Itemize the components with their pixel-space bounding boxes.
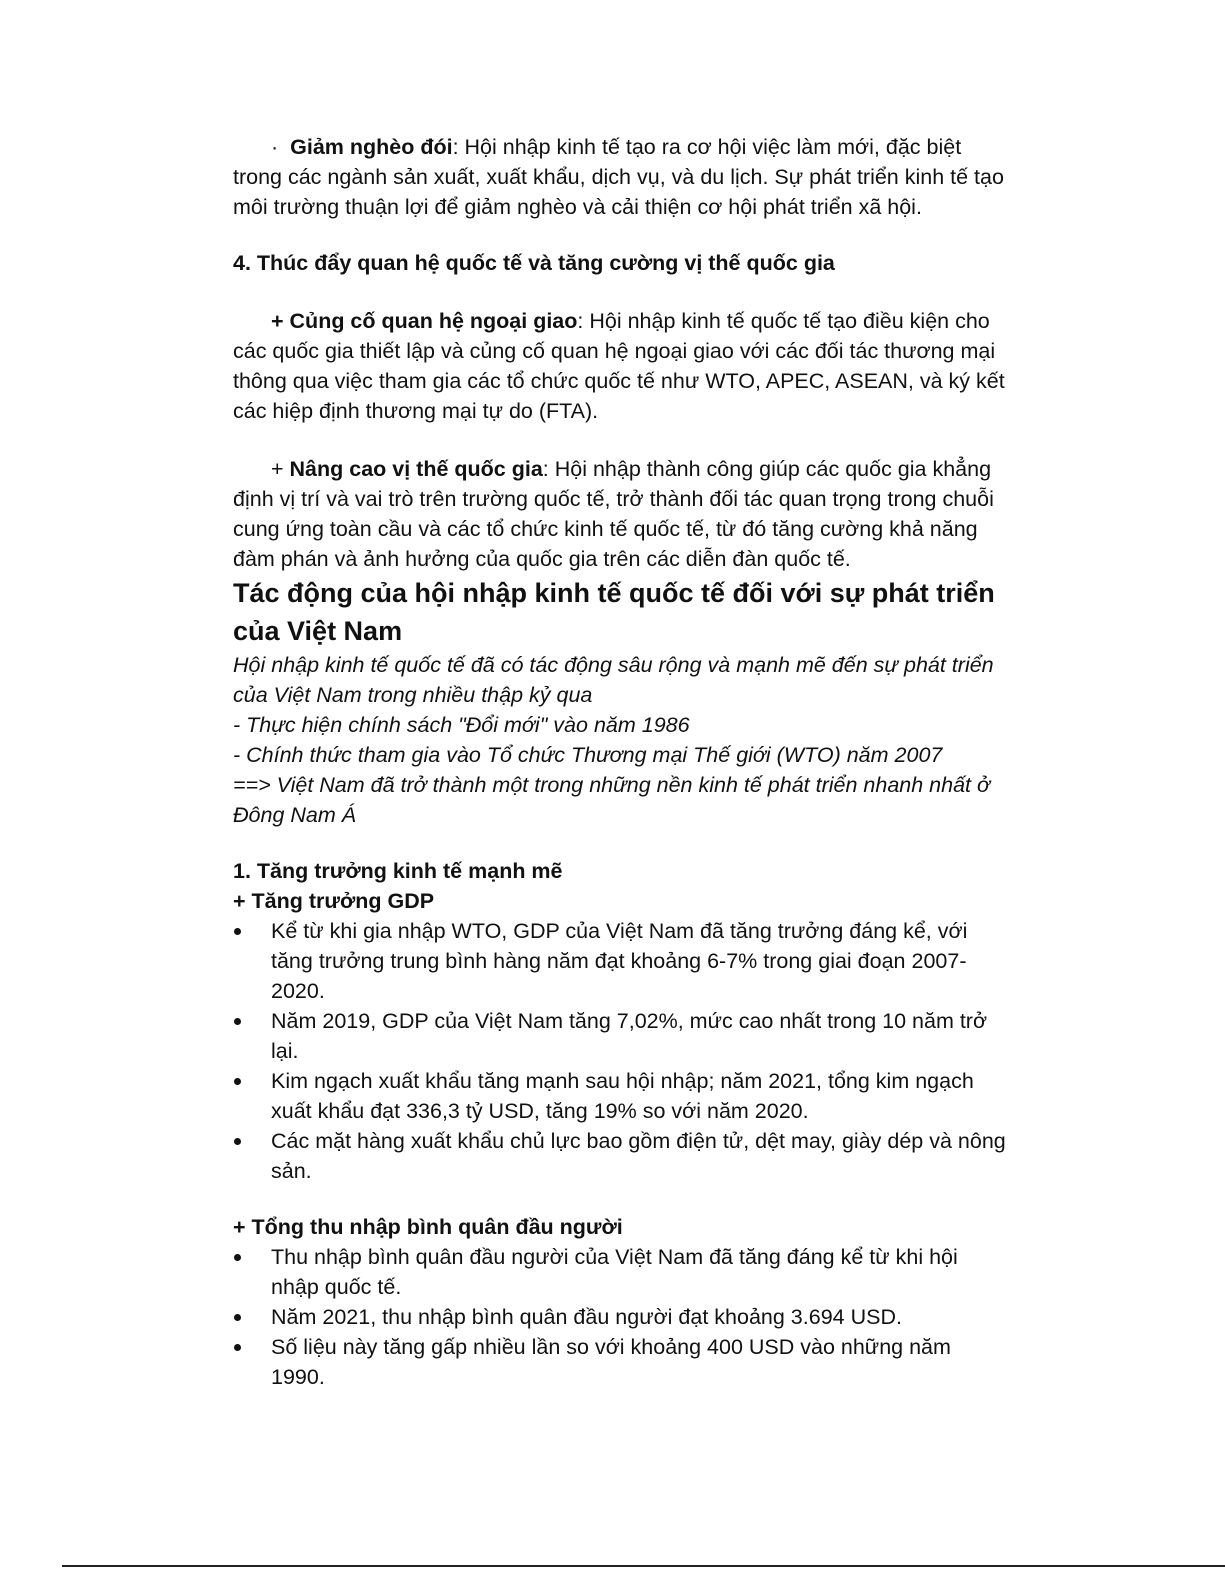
term-diplomatic-relations: + Củng cố quan hệ ngoại giao (271, 309, 578, 333)
income-subtitle: + Tổng thu nhập bình quân đầu người (233, 1215, 623, 1239)
page-bottom-border (62, 1565, 1225, 1567)
bullet-dot (234, 1344, 241, 1351)
list-item (233, 1126, 1008, 1186)
list-item (233, 1242, 1008, 1302)
intro-block (233, 650, 1008, 830)
list-item-text: Năm 2019, GDP của Việt Nam tăng 7,02%, mức cao nhất trong 10 năm trở lại. (271, 1009, 988, 1063)
gdp-subtitle: + Tăng trưởng GDP (233, 889, 435, 913)
bullet-dot (234, 1254, 241, 1261)
list-item (233, 1332, 1008, 1392)
text-diplomatic-relations: : Hội nhập kinh tế quốc tế tạo điều kiện cho các quốc gia thiết lập và củng cố quan hệ ngoại giao với các đối tác thương mại thông qua việc tham gia các tổ chức quốc tế như WTO, APEC, ASEAN, và ký kết các hiệp định thương mại tự do (FTA). (233, 309, 1005, 423)
income-bullet-list (233, 1242, 1008, 1392)
text-national-position: : Hội nhập thành công giúp các quốc gia khẳng định vị trí và vai trò trên trường quốc tế, trở thành đối tác quan trọng trong chuỗi cung ứng toàn cầu và các tổ chức kinh tế quốc tế, từ đó tăng cường khả năng đàm phán và ảnh hưởng của quốc gia trên các diễn đàn quốc tế. (233, 457, 994, 571)
list-item-text: Kim ngạch xuất khẩu tăng mạnh sau hội nhập; năm 2021, tổng kim ngạch xuất khẩu đạt 336,3 tỷ USD, tăng 19% so với năm 2020. (271, 1069, 974, 1123)
section-1-title: 1. Tăng trưởng kinh tế mạnh mẽ (233, 859, 563, 883)
list-item (233, 1302, 1008, 1332)
paragraph-diplomatic-relations (233, 306, 1008, 426)
bullet-dot (234, 1078, 241, 1085)
list-item (233, 1066, 1008, 1126)
list-item (233, 1006, 1008, 1066)
paragraph-poverty-reduction (233, 132, 1008, 222)
list-item-text: Năm 2021, thu nhập bình quân đầu người đạt khoảng 3.694 USD. (271, 1305, 902, 1329)
list-item-text: Kể từ khi gia nhập WTO, GDP của Việt Nam đã tăng trưởng đáng kể, với tăng trưởng trung bình hàng năm đạt khoảng 6-7% trong giai đoạn 2007-2020. (271, 919, 968, 1003)
term-poverty-reduction: Giảm nghèo đói (290, 135, 453, 159)
paragraph-national-position (233, 454, 1008, 574)
bullet-dot (234, 1018, 241, 1025)
bullet-marker: · (271, 135, 279, 159)
term-national-position: Nâng cao vị thế quốc gia (289, 457, 543, 481)
document-page (233, 132, 1008, 1392)
main-heading: Tác động của hội nhập kinh tế quốc tế đối với sự phát triển của Việt Nam (233, 578, 995, 646)
list-item (233, 916, 1008, 1006)
list-item-text: Các mặt hàng xuất khẩu chủ lực bao gồm điện tử, dệt may, giày dép và nông sản. (271, 1129, 1006, 1183)
gdp-bullet-list (233, 916, 1008, 1186)
bullet-dot (234, 1314, 241, 1321)
bullet-dot (234, 1138, 241, 1145)
intro-line: Hội nhập kinh tế quốc tế đã có tác động sâu rộng và mạnh mẽ đến sự phát triển của Việt Nam trong nhiều thập kỷ qua (233, 653, 994, 707)
prefix-national-position: + (271, 457, 290, 481)
text-poverty-reduction: : Hội nhập kinh tế tạo ra cơ hội việc làm mới, đặc biệt trong các ngành sản xuất, xuất khẩu, dịch vụ, và du lịch. Sự phát triển kinh tế tạo môi trường thuận lợi để giảm nghèo và cải thiện cơ hội phát triển xã hội. (233, 135, 1004, 219)
bullet-dot (234, 928, 241, 935)
list-item-text: Số liệu này tăng gấp nhiều lần so với khoảng 400 USD vào những năm 1990. (271, 1335, 951, 1389)
intro-line: - Chính thức tham gia vào Tổ chức Thương mại Thế giới (WTO) năm 2007 (233, 743, 943, 767)
intro-line: ==> Việt Nam đã trở thành một trong những nền kinh tế phát triển nhanh nhất ở Đông Nam Á (233, 773, 990, 827)
section-4-title: 4. Thúc đẩy quan hệ quốc tế và tăng cường vị thế quốc gia (233, 251, 835, 275)
list-item-text: Thu nhập bình quân đầu người của Việt Nam đã tăng đáng kể từ khi hội nhập quốc tế. (271, 1245, 958, 1299)
intro-line: - Thực hiện chính sách "Đổi mới" vào năm 1986 (233, 713, 690, 737)
